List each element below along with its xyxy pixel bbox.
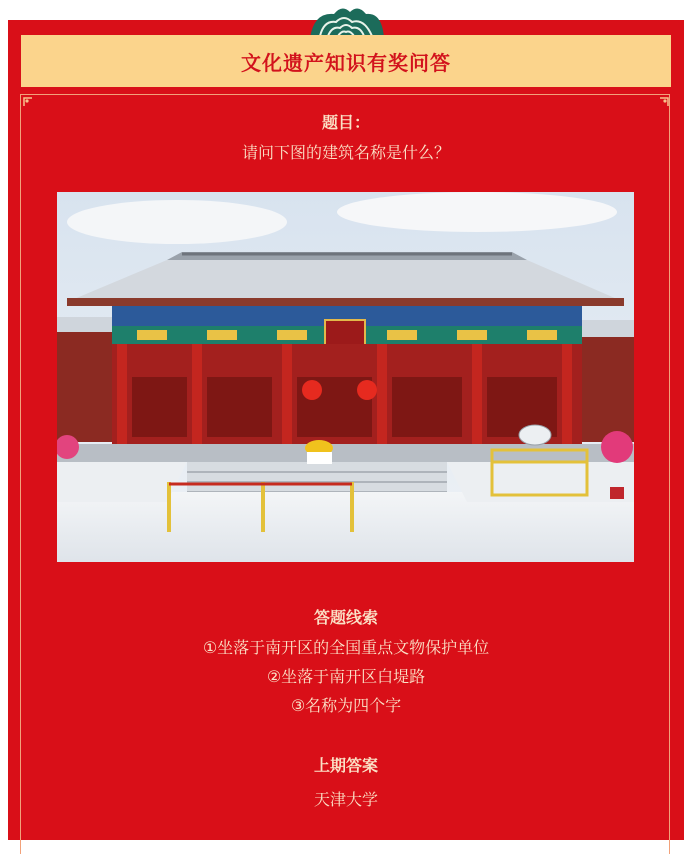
clue-item: ①坐落于南开区的全国重点文物保护单位 [202,638,490,657]
quiz-title: 文化遗产知识有奖问答 [241,50,451,75]
clue-item: ③名称为四个字 [290,696,402,715]
corner-ornament-icon [659,97,669,107]
question-text: 请问下图的建筑名称是什么？ [241,143,450,162]
last-answer-heading: 上期答案 [313,756,378,775]
corner-ornament-icon [23,97,33,107]
quiz-title-bar [21,35,671,87]
clues-heading: 答题线索 [313,608,378,627]
last-answer-value: 天津大学 [313,790,378,809]
building-photo [57,192,634,562]
clue-item: ②坐落于南开区白堤路 [266,667,426,686]
question-label: 题目： [321,113,370,132]
